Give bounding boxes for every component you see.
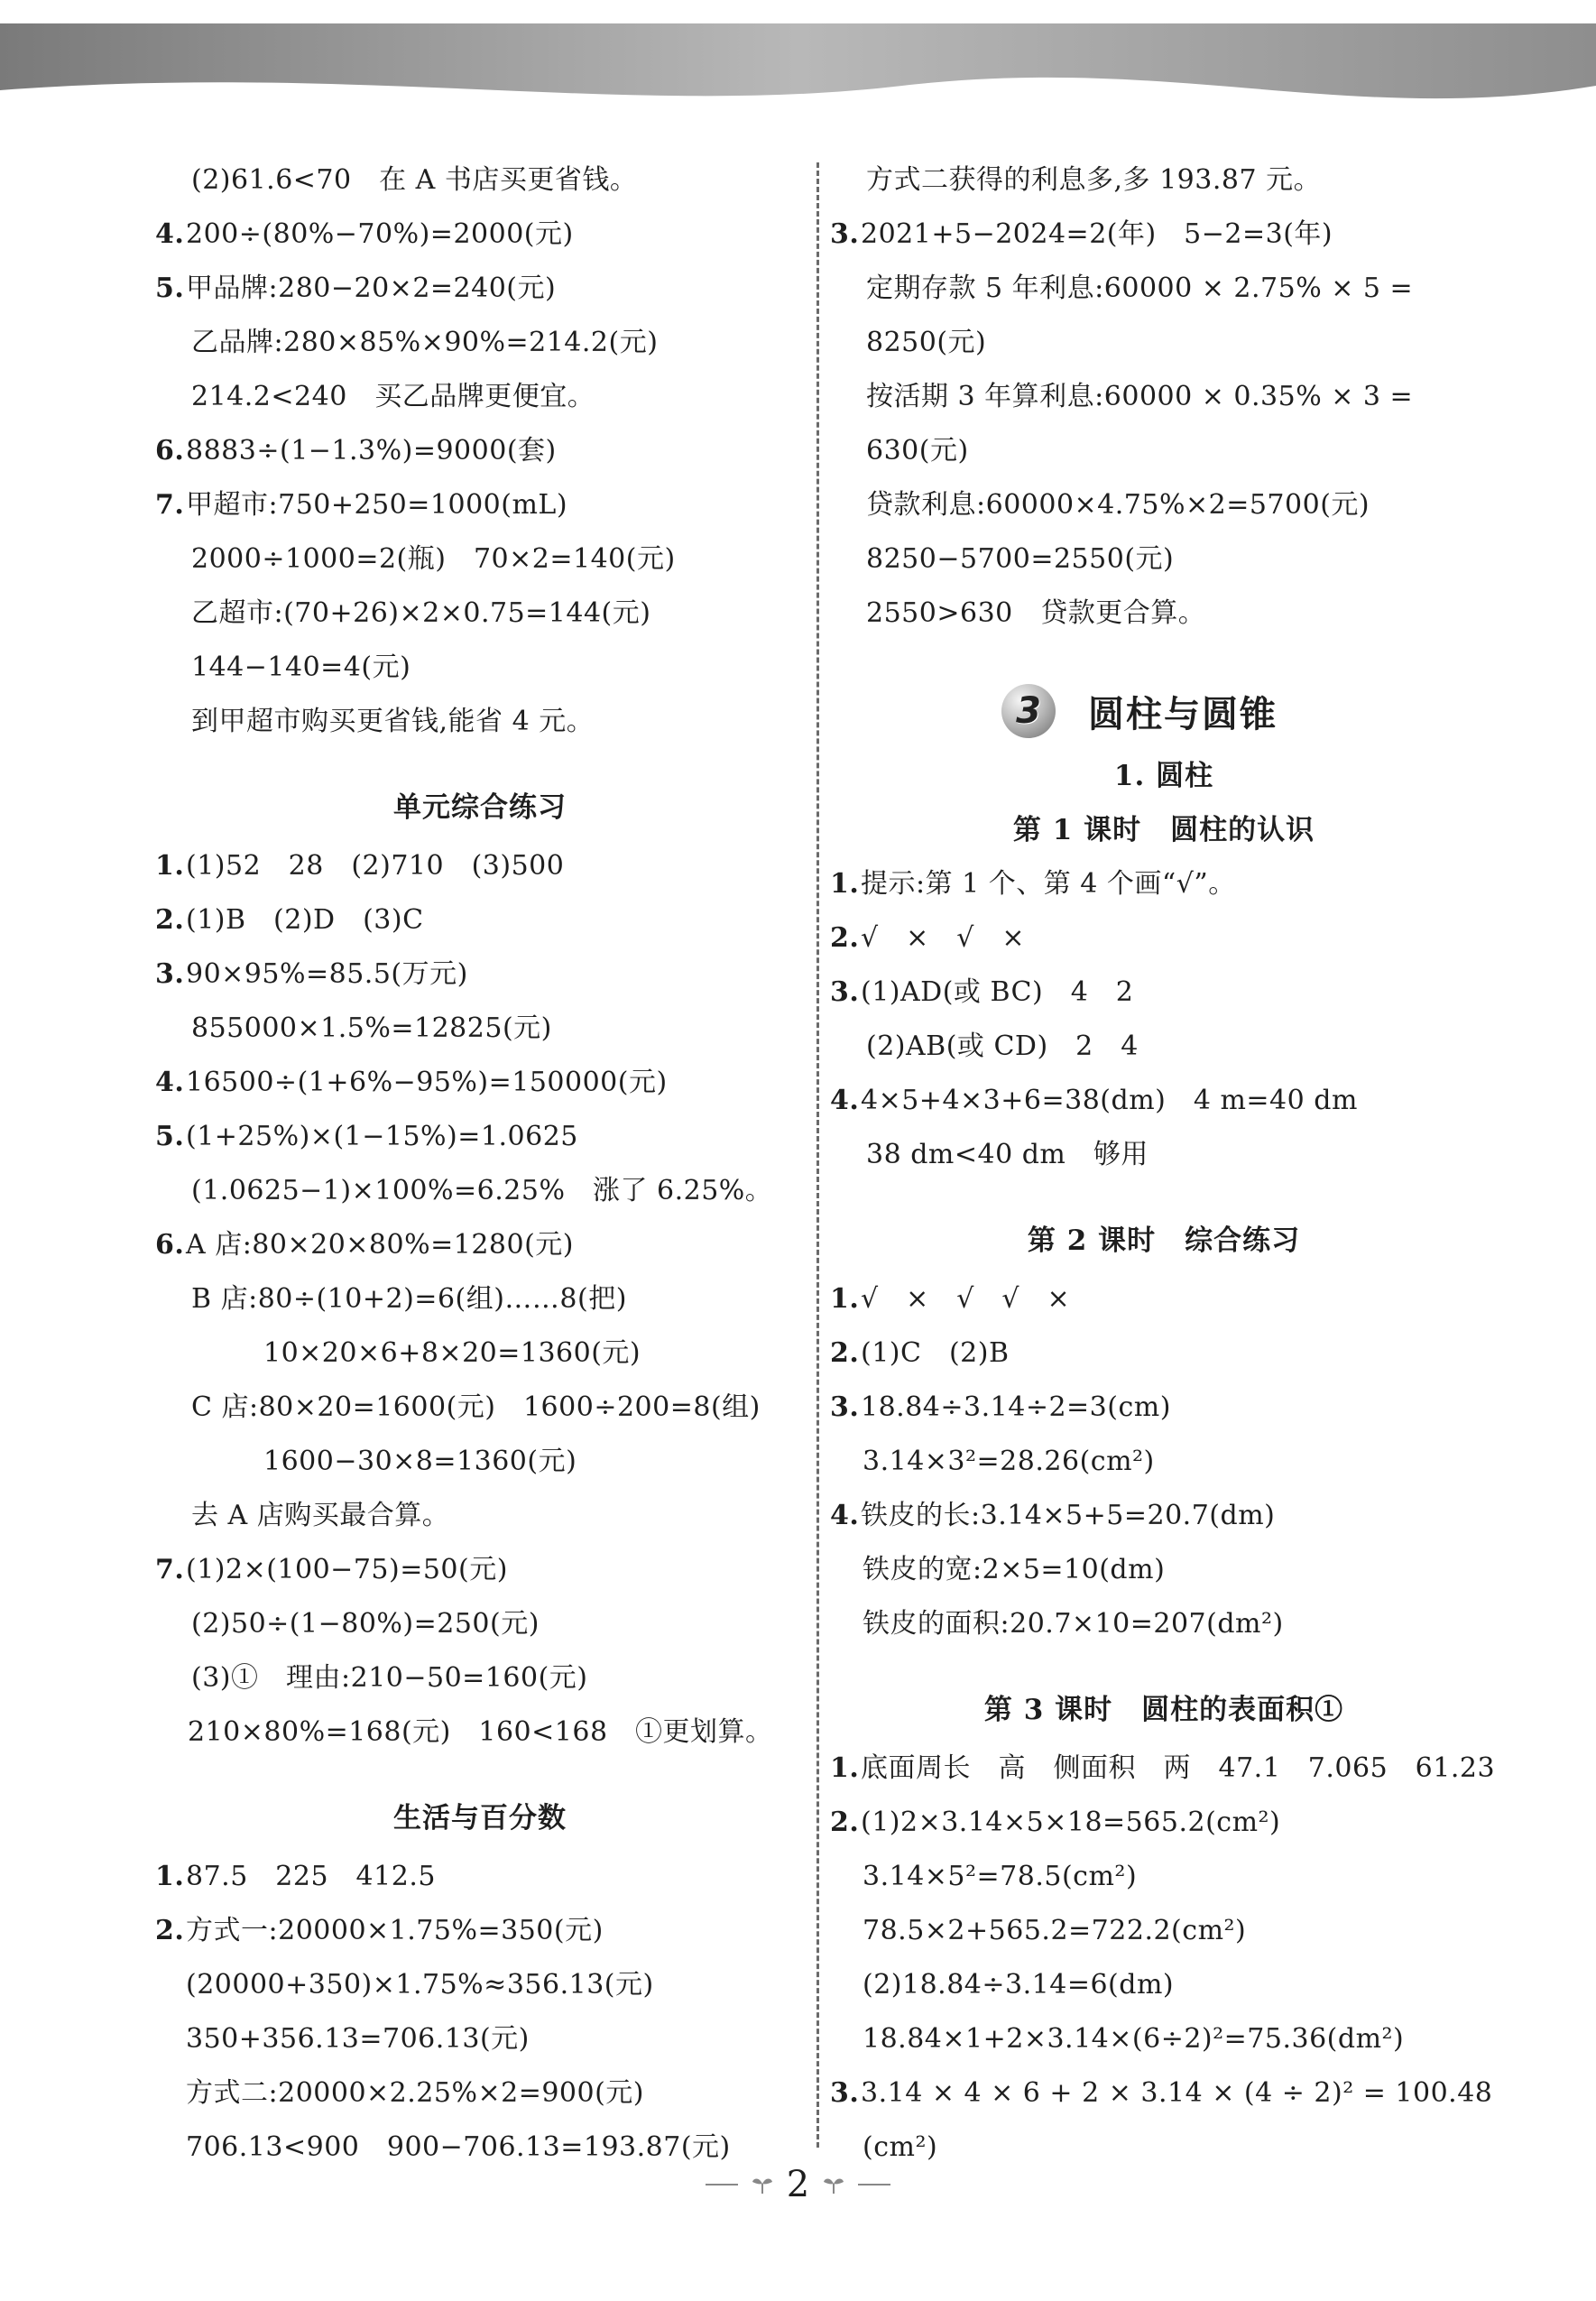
answer-line: 2000÷1000=2(瓶) 70×2=140(元) — [191, 543, 676, 575]
answer-item: 5.甲品牌:280−20×2=240(元) — [155, 271, 556, 307]
item-number: 7. — [155, 489, 185, 521]
answer-line: B 店:80÷(10+2)=6(组)……8(把) — [191, 1283, 627, 1315]
item-number: 1. — [155, 850, 185, 882]
answer-line: 8250−5700=2550(元) — [866, 543, 1175, 575]
chapter-header — [1001, 684, 1278, 738]
answer-line: 贷款利息:60000×4.75%×2=5700(元) — [866, 489, 1370, 521]
answer-item: 7.甲超市:750+250=1000(mL) — [155, 487, 567, 523]
item-number: 1. — [830, 1752, 860, 1784]
section-heading: 生活与百分数 — [393, 1802, 567, 1834]
answer-item: 2.(1)2×3.14×5×18=565.2(cm²) — [830, 1805, 1280, 1841]
answer-line: C 店:80×20=1600(元) 1600÷200=8(组) — [191, 1391, 761, 1423]
answer-item: 1.√ × √ √ × — [830, 1281, 1070, 1317]
chapter-title: 圆柱与圆锥 — [1088, 693, 1278, 735]
item-number: 1. — [830, 1283, 860, 1315]
answer-item: 1.(1)52 28 (2)710 (3)500 — [155, 848, 564, 884]
answer-item: 1.提示:第 1 个、第 4 个画“√”。 — [830, 866, 1236, 902]
answer-item: 4.铁皮的长:3.14×5+5=20.7(dm) — [830, 1498, 1275, 1534]
item-number: 1. — [830, 868, 860, 900]
item-number: 2. — [830, 1807, 860, 1838]
answer-line: 214.2<240 买乙品牌更便宜。 — [191, 381, 595, 412]
answer-line: (20000+350)×1.75%≈356.13(元) — [186, 1969, 654, 2001]
answer-line: 706.13<900 900−706.13=193.87(元) — [186, 2131, 731, 2163]
section-heading: 1. 圆柱 — [1113, 760, 1214, 792]
sprout-icon — [822, 2175, 845, 2195]
answer-item: 3.(1)AD(或 BC) 4 2 — [830, 975, 1133, 1011]
answer-line: 3.14×3²=28.26(cm²) — [863, 1446, 1155, 1477]
answer-item: 4.200÷(80%−70%)=2000(元) — [155, 217, 574, 253]
answer-item: 4.16500÷(1+6%−95%)=150000(元) — [155, 1065, 668, 1101]
item-number: 7. — [155, 1554, 185, 1585]
answer-line: (2)50÷(1−80%)=250(元) — [191, 1608, 540, 1640]
answer-line: (2)18.84÷3.14=6(dm) — [863, 1969, 1175, 2001]
answer-item: 3.18.84÷3.14÷2=3(cm) — [830, 1390, 1171, 1426]
answer-line: (cm²) — [863, 2131, 938, 2163]
answer-line: 18.84×1+2×3.14×(6÷2)²=75.36(dm²) — [863, 2023, 1405, 2055]
answer-line: (1.0625−1)×100%=6.25% 涨了 6.25%。 — [191, 1175, 773, 1206]
answer-item: 3.90×95%=85.5(万元) — [155, 956, 468, 993]
answer-line: 方式二:20000×2.25%×2=900(元) — [186, 2077, 645, 2109]
answer-line: 2550>630 贷款更合算。 — [866, 597, 1206, 629]
answer-line: 144−140=4(元) — [191, 651, 411, 683]
answer-line: 10×20×6+8×20=1360(元) — [263, 1337, 641, 1369]
item-number: 3. — [830, 218, 860, 250]
item-number: 6. — [155, 1229, 185, 1261]
answer-item: 2.(1)B (2)D (3)C — [155, 902, 424, 938]
footer-rule — [858, 2184, 890, 2185]
item-number: 1. — [155, 1861, 185, 1892]
answer-item: 4.4×5+4×3+6=38(dm) 4 m=40 dm — [830, 1083, 1358, 1119]
answer-item: 2.√ × √ × — [830, 920, 1025, 956]
answer-line: (2)61.6<70 在 A 书店买更省钱。 — [191, 164, 638, 196]
lesson-heading: 第 1 课时 圆柱的认识 — [1012, 814, 1315, 846]
answer-line: 38 dm<40 dm 够用 — [866, 1139, 1149, 1170]
column-divider — [816, 162, 819, 2148]
chapter-number-badge: 3 — [1001, 684, 1056, 738]
item-number: 5. — [155, 273, 185, 304]
answer-item: 7.(1)2×(100−75)=50(元) — [155, 1552, 508, 1588]
answer-line: 按活期 3 年算利息:60000 × 0.35% × 3 = — [866, 381, 1414, 412]
answer-line: 乙超市:(70+26)×2×0.75=144(元) — [191, 597, 651, 629]
answer-item: 6.8883÷(1−1.3%)=9000(套) — [155, 433, 557, 469]
answer-line: 铁皮的面积:20.7×10=207(dm²) — [863, 1608, 1284, 1640]
answer-line: 乙品牌:280×85%×90%=214.2(元) — [191, 327, 659, 358]
top-decorative-band — [0, 0, 1596, 126]
item-number: 4. — [830, 1085, 860, 1116]
item-number: 2. — [155, 1915, 185, 1946]
answer-line: 78.5×2+565.2=722.2(cm²) — [863, 1915, 1247, 1946]
answer-line: 去 A 店购买最合算。 — [191, 1500, 450, 1531]
answer-line: 方式二获得的利息多,多 193.87 元。 — [866, 164, 1322, 196]
answer-item: 2.方式一:20000×1.75%=350(元) — [155, 1913, 604, 1949]
page-number: 2 — [786, 2164, 810, 2205]
answer-item: 6.A 店:80×20×80%=1280(元) — [155, 1227, 574, 1263]
lesson-heading: 第 2 课时 综合练习 — [1027, 1224, 1301, 1257]
answer-line: (2)AB(或 CD) 2 4 — [866, 1030, 1139, 1062]
answer-line: 到甲超市购买更省钱,能省 4 元。 — [191, 706, 595, 737]
sprout-icon — [751, 2175, 774, 2195]
answer-line: 1600−30×8=1360(元) — [263, 1446, 577, 1477]
answer-item: 1.底面周长 高 侧面积 两 47.1 7.065 61.23 — [830, 1751, 1495, 1787]
answer-item: 3.3.14 × 4 × 6 + 2 × 3.14 × (4 ÷ 2)² = 100.48 — [830, 2075, 1492, 2112]
item-number: 2. — [155, 904, 185, 936]
item-number: 4. — [830, 1500, 860, 1531]
item-number: 4. — [155, 218, 185, 250]
answer-line: 855000×1.5%=12825(元) — [191, 1012, 552, 1044]
answer-item: 3.2021+5−2024=2(年) 5−2=3(年) — [830, 217, 1333, 253]
answer-item: 2.(1)C (2)B — [830, 1335, 1010, 1372]
answer-line: 铁皮的宽:2×5=10(dm) — [863, 1554, 1166, 1585]
item-number: 3. — [830, 1391, 860, 1423]
item-number: 5. — [155, 1121, 185, 1152]
answer-line: (3)① 理由:210−50=160(元) — [191, 1662, 588, 1694]
item-number: 3. — [830, 2077, 860, 2109]
item-number: 6. — [155, 435, 185, 467]
item-number: 4. — [155, 1067, 185, 1098]
footer-rule — [706, 2184, 738, 2185]
answer-item: 1.87.5 225 412.5 — [155, 1859, 436, 1895]
item-number: 2. — [830, 1337, 860, 1369]
answer-item: 5.(1+25%)×(1−15%)=1.0625 — [155, 1119, 578, 1155]
section-heading: 单元综合练习 — [393, 791, 567, 824]
answer-line: 210×80%=168(元) 160<168 ①更划算。 — [188, 1716, 773, 1748]
page-footer — [0, 2164, 1596, 2205]
answer-line: 3.14×5²=78.5(cm²) — [863, 1861, 1138, 1892]
answer-line: 350+356.13=706.13(元) — [186, 2023, 530, 2055]
item-number: 3. — [155, 958, 185, 990]
answer-line: 8250(元) — [866, 327, 987, 358]
item-number: 3. — [830, 976, 860, 1008]
lesson-heading: 第 3 课时 圆柱的表面积① — [983, 1694, 1344, 1726]
item-number: 2. — [830, 922, 860, 954]
answer-line: 630(元) — [866, 435, 969, 467]
answer-line: 定期存款 5 年利息:60000 × 2.75% × 5 = — [866, 273, 1414, 304]
